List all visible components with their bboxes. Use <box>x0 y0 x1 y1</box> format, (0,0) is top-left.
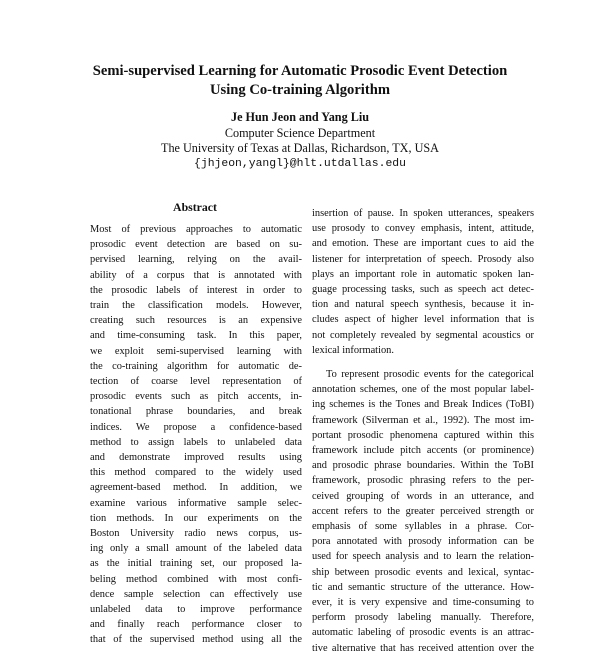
text-line: ing only a small amount of the labeled data <box>90 543 302 555</box>
abstract-body <box>90 222 302 648</box>
text-line: prosodic event detection are based on su- <box>90 239 302 251</box>
text-line: tion methods. In our experiments on the <box>90 512 302 524</box>
text-line: plays an important role in automatic spoken lan- <box>312 268 534 280</box>
abstract-heading: Abstract <box>173 200 217 214</box>
text-line: dence sample selection can effectively use <box>90 588 302 600</box>
text-line: train the classification models. However, <box>90 300 302 312</box>
text-line: tion and natural speech synthesis, because it in- <box>312 299 534 311</box>
author-email: {jhjeon,yangl}@hlt.utdallas.edu <box>194 157 406 170</box>
text-line: and demonstrate improved results using <box>90 452 302 464</box>
text-line: cludes aspect of higher level information that is <box>312 314 534 326</box>
text-line: unlabeled data to improve performance <box>90 604 302 616</box>
text-line: tection of coarse level representation of <box>90 376 302 388</box>
text-line: accent refers to the greater perceived strength or <box>312 505 534 517</box>
author-names: Je Hun Jeon and Yang Liu <box>230 110 370 124</box>
author-block <box>60 110 540 172</box>
text-line: that of the supervised method using all the <box>90 634 302 646</box>
text-line: as the initial training set, our proposed la- <box>90 558 302 570</box>
text-line: ship between prosodic events and lexical, syntac- <box>312 566 534 578</box>
text-line: framework (Silverman et al., 1992). The most im- <box>312 414 534 426</box>
text-line: and emotion. These are important cues to aid the <box>312 238 534 250</box>
text-line: framework, prosodic phrasing refers to the per- <box>312 475 534 487</box>
title-line-1: Semi-supervised Learning for Automatic Prosodic Event Detection <box>92 63 508 79</box>
text-line: not completely revealed by segmental acoustics or <box>312 329 534 341</box>
text-line: the prosodic labels of interest in order to <box>90 284 302 296</box>
affiliation-department: Computer Science Department <box>224 125 376 140</box>
text-line: prosodic events such as pitch accents, in- <box>90 391 302 403</box>
text-line: tic and semantic structure of the utterance. How- <box>312 581 534 593</box>
text-line: used for speech analysis and to learn the relation- <box>312 551 534 563</box>
text-line: insertion of pause. In spoken utterances, speakers <box>312 208 534 219</box>
text-line: framework include pitch accents (or prominence) <box>312 445 534 457</box>
text-line: creating such resources is an expensive <box>90 315 302 327</box>
text-line: Boston University radio news corpus, us- <box>90 528 302 540</box>
text-line: portant prosodic phenomena captured within this <box>312 429 534 441</box>
text-line: tive alternative that has received attention over the <box>312 642 534 654</box>
text-line: tonational phrase boundaries, and break <box>90 406 302 418</box>
text-line: Most of previous approaches to automatic <box>90 224 302 235</box>
text-line: ing schemes is the Tones and Break Indices (ToBI) <box>312 399 534 411</box>
text-line: this method compared to the widely used <box>90 467 302 479</box>
text-line: agreement-based method. In addition, we <box>90 482 302 494</box>
intro-paragraph-1 <box>312 206 534 358</box>
text-line: ceived grouping of words in an utterance, and <box>312 490 534 502</box>
text-line: and time-consuming task. In this paper, <box>90 330 302 342</box>
text-line: emphasis of some syllables in a phrase. Cor- <box>312 521 534 533</box>
text-line: ever, it is very expensive and time-consuming to <box>312 597 534 609</box>
text-line: lexical information. <box>312 344 394 356</box>
text-line: guage processing tasks, such as speech act detec- <box>312 284 534 296</box>
text-line: pora annotated with prosody information can be <box>312 536 534 548</box>
text-line: listener for interpretation of speech. Prosody also <box>312 253 534 265</box>
text-line: perform prosody labeling manually. Therefore, <box>312 612 534 624</box>
text-line: annotation schemes, one of the most popular label- <box>312 384 534 396</box>
paper-title <box>60 62 540 100</box>
text-line: and prosodic phrase boundaries. Within the ToBI <box>312 460 534 472</box>
text-line: and finally reach performance closer to <box>90 619 302 631</box>
introduction-body <box>312 206 534 656</box>
title-line-2: Using Co-training Algorithm <box>210 82 390 98</box>
text-line: method to assign labels to unlabeled data <box>90 436 302 448</box>
text-line: we exploit semi-supervised learning with <box>90 345 302 357</box>
text-line: examine various informative sample selec- <box>90 497 302 509</box>
text-line: beling method combined with most confi- <box>90 573 302 585</box>
text-line: pervised learning, relying on the avail- <box>90 254 302 266</box>
text-line: To represent prosodic events for the categorical <box>326 369 534 381</box>
text-line: ability of a corpus that is annotated with <box>90 269 302 281</box>
text-line: indices. We propose a confidence-based <box>90 421 302 433</box>
text-line: use prosody to convey emphasis, intent, attitude, <box>312 223 534 235</box>
affiliation-university: The University of Texas at Dallas, Richardson, TX, USA <box>161 141 439 155</box>
text-line: automatic labeling of prosodic events is an attrac- <box>312 627 534 639</box>
text-line: the co-training algorithm for automatic de- <box>90 360 302 372</box>
intro-paragraph-2 <box>312 367 534 656</box>
